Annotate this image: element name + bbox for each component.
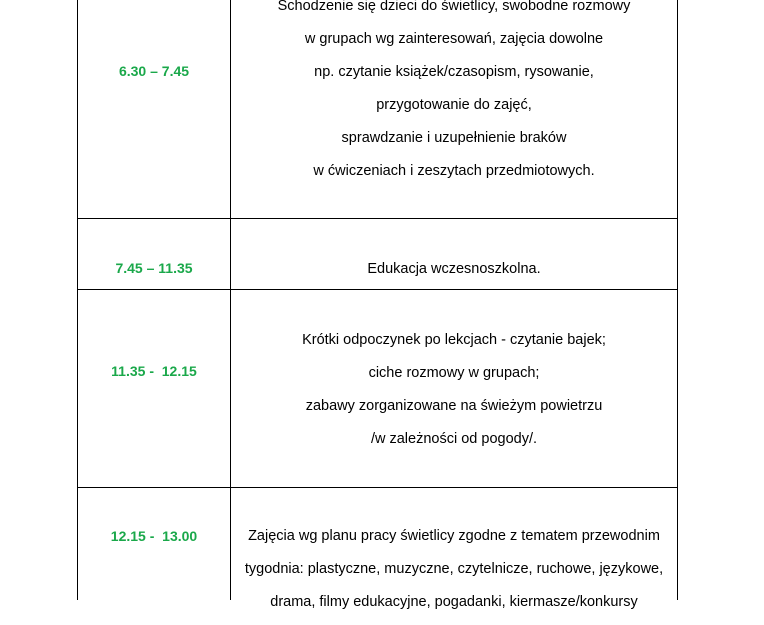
row-3-description (231, 330, 677, 462)
row-4-description (231, 526, 677, 625)
row-2-line-1: Edukacja wczesnoszkolna. (367, 261, 541, 277)
table-border-right (677, 0, 678, 600)
row-1-line-2: w grupach wg zainteresowań, zajęcia dowolne (304, 31, 604, 47)
table-border-left (77, 0, 78, 600)
row-2-time: 7.45 – 11.35 (115, 260, 193, 276)
row-3-line-4: /w zależności od pogody/. (370, 431, 538, 447)
row-4-time: 12.15 - 13.00 (110, 528, 198, 544)
row-3-line-3: zabawy zorganizowane na świeżym powietrzu (305, 398, 603, 414)
row-2-description (231, 259, 677, 292)
row-1-time: 6.30 – 7.45 (118, 63, 190, 79)
row-4-line-2: tygodnia: plastyczne, muzyczne, czytelnicze, ruchowe, językowe, (244, 561, 664, 577)
row-4-line-3: drama, filmy edukacyjne, pogadanki, kiermasze/konkursy (270, 594, 638, 610)
row-1-line-4: przygotowanie do zajęć, (376, 97, 532, 113)
row-3-line-1: Krótki odpoczynek po lekcjach - czytanie bajek; (302, 332, 606, 348)
row-3-line-2: ciche rozmowy w grupach; (368, 365, 540, 381)
row-separator-3 (77, 487, 677, 488)
row-3-time: 11.35 - 12.15 (111, 363, 197, 379)
row-1-description (231, 0, 677, 194)
row-1-line-5: sprawdzanie i uzupełnienie braków (341, 130, 567, 146)
row-1-line-3: np. czytanie książek/czasopism, rysowanie, (314, 64, 594, 80)
row-1-line-6: w ćwiczeniach i zeszytach przedmiotowych. (313, 163, 595, 179)
row-4-line-1: Zajęcia wg planu pracy świetlicy zgodne z tematem przewodnim (248, 528, 660, 544)
row-separator-1 (77, 218, 677, 219)
row-1-line-1: Schodzenie się dzieci do świetlicy, swobodne rozmowy (277, 0, 631, 14)
